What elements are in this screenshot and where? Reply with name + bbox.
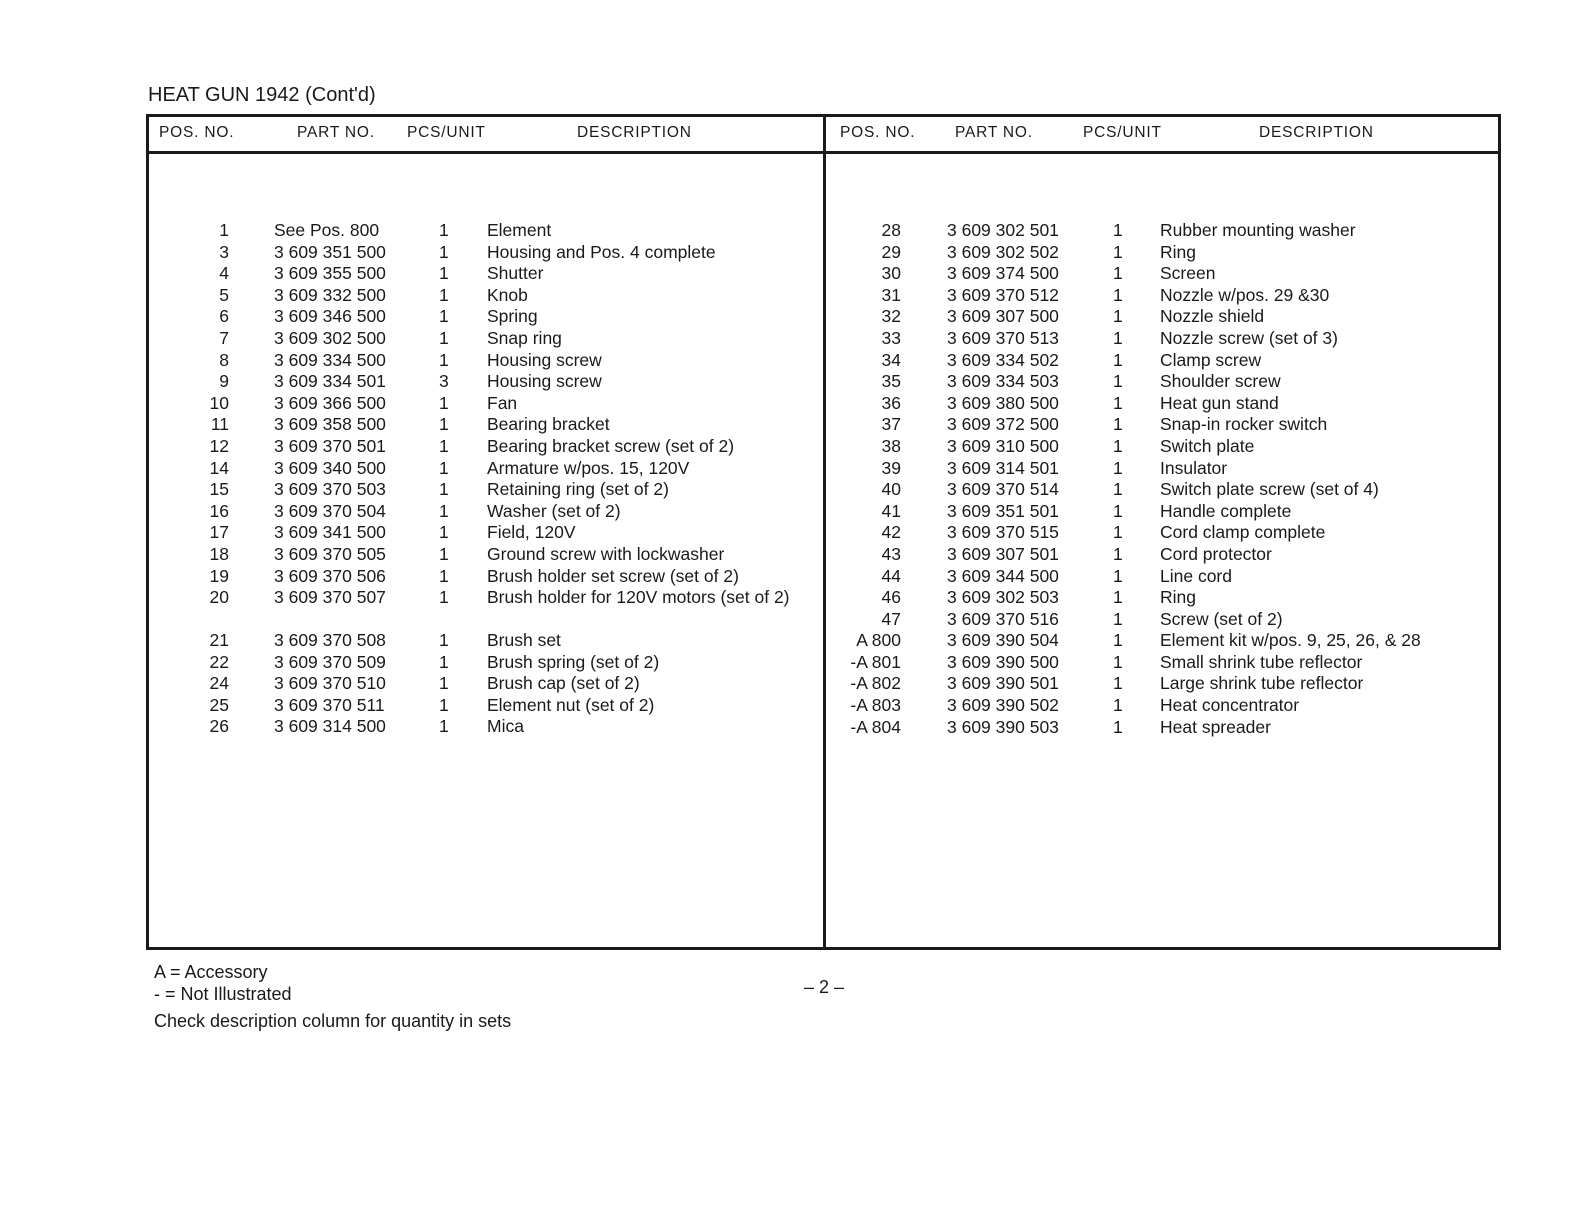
description-cell: Switch plate screw (set of 4): [1160, 479, 1379, 500]
table-row: [149, 544, 1504, 566]
table-row: [149, 393, 1504, 415]
table-row: [149, 479, 1504, 501]
pos-cell: 3: [219, 241, 229, 262]
description-cell: Field, 120V: [487, 522, 576, 543]
table-row: [149, 328, 1504, 350]
description-cell: Knob: [487, 284, 528, 305]
pcs-unit-cell: 1: [1113, 371, 1123, 392]
pos-cell: 12: [209, 435, 229, 456]
description-cell: Mica: [487, 716, 524, 737]
pos-cell: 11: [210, 414, 229, 435]
pcs-unit-cell: 1: [1113, 327, 1123, 348]
pos-cell: 46: [881, 587, 901, 608]
pos-cell: 7: [219, 327, 229, 348]
part-number-cell: 3 609 351 500: [274, 241, 386, 262]
pcs-unit-cell: 1: [1113, 651, 1123, 672]
pcs-unit-cell: 1: [439, 694, 449, 715]
pcs-unit-cell: 1: [439, 327, 449, 348]
header-part-no-right: PART NO.: [955, 124, 1033, 141]
pos-cell: 31: [881, 284, 901, 305]
pcs-unit-cell: 1: [1113, 479, 1123, 500]
pcs-unit-cell: 1: [439, 435, 449, 456]
part-number-cell: 3 609 314 500: [274, 716, 386, 737]
part-number-cell: 3 609 366 500: [274, 392, 386, 413]
description-cell: Ring: [1160, 587, 1196, 608]
pcs-unit-cell: 1: [439, 392, 449, 413]
pos-cell: 41: [881, 500, 901, 521]
legend-note: Check description column for quantity in sets: [154, 1011, 512, 1031]
pos-cell: 33: [881, 327, 901, 348]
part-number-cell: 3 609 334 502: [947, 349, 1059, 370]
header-pos-no-right: POS. NO.: [840, 124, 916, 141]
pos-cell: 14: [209, 457, 229, 478]
part-number-cell: 3 609 370 508: [274, 630, 386, 651]
pos-cell: 29: [881, 241, 901, 262]
part-number-cell: 3 609 370 511: [274, 694, 385, 715]
part-number-cell: 3 609 334 503: [947, 371, 1059, 392]
table-row: [149, 717, 1504, 739]
description-cell: Brush set: [487, 630, 561, 651]
pos-cell: -A 802: [850, 673, 901, 694]
description-cell: Element nut (set of 2): [487, 694, 655, 715]
header-description-left: DESCRIPTION: [577, 124, 692, 141]
pos-cell: -A 803: [850, 695, 901, 716]
pos-cell: 39: [881, 457, 901, 478]
pos-cell: 26: [209, 716, 229, 737]
pcs-unit-cell: 1: [1113, 543, 1123, 564]
table-row: [149, 501, 1504, 523]
pcs-unit-cell: 1: [1113, 630, 1123, 651]
pcs-unit-cell: 1: [439, 284, 449, 305]
part-number-cell: 3 609 307 501: [947, 543, 1059, 564]
header-pcs-unit-right: PCS/UNIT: [1083, 124, 1162, 141]
pos-cell: 43: [881, 543, 901, 564]
table-row: [149, 630, 1504, 652]
part-number-cell: 3 609 302 500: [274, 327, 386, 348]
description-cell: Armature w/pos. 15, 120V: [487, 457, 690, 478]
description-cell: Handle complete: [1160, 500, 1292, 521]
description-cell: Rubber mounting washer: [1160, 220, 1356, 240]
pcs-unit-cell: 1: [439, 522, 449, 543]
table-row: [149, 263, 1504, 285]
pos-cell: 8: [219, 349, 229, 370]
pos-cell: 20: [209, 587, 229, 608]
pos-cell: 24: [209, 673, 229, 694]
pos-cell: 25: [209, 694, 229, 715]
pcs-unit-cell: 1: [1113, 349, 1123, 370]
part-number-cell: 3 609 370 501: [274, 435, 386, 456]
pcs-unit-cell: 1: [439, 263, 449, 284]
pos-cell: 18: [209, 543, 229, 564]
pos-cell: 37: [881, 414, 901, 435]
page-number: – 2 –: [804, 977, 845, 997]
pcs-unit-cell: 1: [1113, 716, 1123, 737]
part-number-cell: 3 609 302 502: [947, 241, 1059, 262]
pcs-unit-cell: 1: [1113, 457, 1123, 478]
pcs-unit-cell: 1: [439, 630, 449, 651]
pcs-unit-cell: 1: [439, 673, 449, 694]
part-number-cell: 3 609 314 501: [947, 457, 1059, 478]
part-number-cell: 3 609 370 507: [274, 587, 386, 608]
part-number-cell: 3 609 310 500: [947, 435, 1059, 456]
pcs-unit-cell: 1: [439, 241, 449, 262]
description-cell: Brush cap (set of 2): [487, 673, 640, 694]
header-part-no-left: PART NO.: [297, 124, 375, 141]
part-number-cell: 3 609 390 501: [947, 673, 1059, 694]
pcs-unit-cell: 1: [439, 500, 449, 521]
description-cell: Brush spring (set of 2): [487, 651, 660, 672]
description-cell: Screen: [1160, 263, 1216, 284]
part-number-cell: 3 609 370 506: [274, 565, 386, 586]
pcs-unit-cell: 1: [439, 587, 449, 608]
part-number-cell: 3 609 358 500: [274, 414, 386, 435]
part-number-cell: 3 609 370 505: [274, 543, 386, 564]
part-number-cell: 3 609 307 500: [947, 306, 1059, 327]
part-number-cell: 3 609 390 502: [947, 695, 1059, 716]
description-cell: Shutter: [487, 263, 544, 284]
pcs-unit-cell: 1: [1113, 500, 1123, 521]
pcs-unit-cell: 1: [1113, 565, 1123, 586]
description-cell: Nozzle shield: [1160, 306, 1265, 327]
pos-cell: 22: [209, 651, 229, 672]
pos-cell: 10: [209, 392, 229, 413]
part-number-cell: 3 609 351 501: [947, 500, 1059, 521]
description-cell: Bearing bracket screw (set of 2): [487, 435, 735, 456]
part-number-cell: 3 609 346 500: [274, 306, 386, 327]
legend-not-illustrated: - = Not Illustrated: [154, 984, 292, 1004]
pos-cell: 28: [881, 220, 901, 240]
pos-cell: 9: [219, 371, 229, 392]
pos-cell: 21: [209, 630, 229, 651]
pos-cell: 19: [209, 565, 229, 586]
table-row: [149, 695, 1504, 717]
table-row: [149, 220, 1504, 242]
legend-accessory: A = Accessory: [154, 962, 268, 982]
description-cell: Retaining ring (set of 2): [487, 479, 669, 500]
pos-cell: 35: [881, 371, 901, 392]
pos-cell: 4: [219, 263, 229, 284]
part-number-cell: 3 609 370 503: [274, 479, 386, 500]
pos-cell: 15: [209, 479, 229, 500]
part-number-cell: 3 609 370 516: [947, 608, 1059, 629]
pos-cell: 44: [881, 565, 901, 586]
table-row: [149, 350, 1504, 372]
table-row: [149, 414, 1504, 436]
table-row: [149, 609, 1504, 631]
pos-cell: A 800: [856, 630, 901, 651]
pos-cell: 32: [881, 306, 901, 327]
part-number-cell: 3 609 372 500: [947, 414, 1059, 435]
description-cell: Snap-in rocker switch: [1160, 414, 1328, 435]
part-number-cell: 3 609 344 500: [947, 565, 1059, 586]
description-cell: Cord clamp complete: [1160, 522, 1326, 543]
part-number-cell: 3 609 370 514: [947, 479, 1059, 500]
part-number-cell: 3 609 332 500: [274, 284, 386, 305]
header-description-right: DESCRIPTION: [1259, 124, 1374, 141]
pcs-unit-cell: 1: [439, 565, 449, 586]
description-cell: Heat concentrator: [1160, 695, 1300, 716]
right-parts-list: [149, 220, 1504, 738]
pos-cell: 17: [209, 522, 229, 543]
description-cell: Small shrink tube reflector: [1160, 651, 1363, 672]
description-cell: Nozzle w/pos. 29 &30: [1160, 284, 1330, 305]
pcs-unit-cell: 1: [439, 716, 449, 737]
header-pcs-unit-left: PCS/UNIT: [407, 124, 486, 141]
description-cell: Cord protector: [1160, 543, 1272, 564]
part-number-cell: 3 609 334 500: [274, 349, 386, 370]
pcs-unit-cell: 1: [1113, 673, 1123, 694]
part-number-cell: 3 609 370 509: [274, 651, 386, 672]
description-cell: Brush holder for 120V motors (set of 2): [487, 587, 790, 608]
part-number-cell: 3 609 390 500: [947, 651, 1059, 672]
description-cell: Switch plate: [1160, 435, 1255, 456]
pos-cell: 36: [881, 392, 901, 413]
table-row: [149, 566, 1504, 588]
part-number-cell: 3 609 341 500: [274, 522, 386, 543]
part-number-cell: 3 609 380 500: [947, 392, 1059, 413]
pos-cell: 40: [881, 479, 901, 500]
pcs-unit-cell: 1: [439, 543, 449, 564]
pcs-unit-cell: 1: [1113, 414, 1123, 435]
part-number-cell: 3 609 370 512: [947, 284, 1059, 305]
pcs-unit-cell: 1: [1113, 435, 1123, 456]
part-number-cell: 3 609 334 501: [274, 371, 386, 392]
description-cell: Nozzle screw (set of 3): [1160, 327, 1338, 348]
header-pos-no-left: POS. NO.: [159, 124, 235, 141]
table-row: [149, 436, 1504, 458]
pcs-unit-cell: 1: [1113, 241, 1123, 262]
pcs-unit-cell: 1: [1113, 284, 1123, 305]
part-number-cell: 3 609 340 500: [274, 457, 386, 478]
part-number-cell: 3 609 302 503: [947, 587, 1059, 608]
part-number-cell: 3 609 390 504: [947, 630, 1059, 651]
pos-cell: -A 804: [850, 716, 901, 737]
description-cell: Element: [487, 220, 552, 240]
page-title: HEAT GUN 1942 (Cont'd): [148, 84, 376, 106]
part-number-cell: 3 609 370 513: [947, 327, 1059, 348]
pcs-unit-cell: 1: [1113, 695, 1123, 716]
description-cell: Brush holder set screw (set of 2): [487, 565, 739, 586]
table-row: [149, 242, 1504, 264]
table-row: [149, 587, 1504, 609]
description-cell: Snap ring: [487, 327, 562, 348]
pos-cell: 34: [881, 349, 901, 370]
pcs-unit-cell: 1: [1113, 587, 1123, 608]
pcs-unit-cell: 1: [1113, 306, 1123, 327]
description-cell: Ring: [1160, 241, 1196, 262]
pcs-unit-cell: 1: [1113, 263, 1123, 284]
description-cell: Spring: [487, 306, 538, 327]
description-cell: Housing screw: [487, 371, 602, 392]
pcs-unit-cell: 1: [1113, 392, 1123, 413]
part-number-cell: 3 609 302 501: [947, 220, 1059, 240]
description-cell: Ground screw with lockwasher: [487, 543, 725, 564]
pos-cell: 16: [209, 500, 229, 521]
part-number-cell: 3 609 370 515: [947, 522, 1059, 543]
part-number-cell: 3 609 355 500: [274, 263, 386, 284]
description-cell: Washer (set of 2): [487, 500, 621, 521]
table-row: [149, 673, 1504, 695]
table-row: [149, 522, 1504, 544]
table-row: [149, 652, 1504, 674]
description-cell: Housing screw: [487, 349, 602, 370]
table-row: [149, 371, 1504, 393]
pcs-unit-cell: 1: [439, 457, 449, 478]
pos-cell: 6: [219, 306, 229, 327]
pcs-unit-cell: 1: [439, 414, 449, 435]
description-cell: Heat spreader: [1160, 716, 1271, 737]
pcs-unit-cell: 1: [439, 306, 449, 327]
description-cell: Bearing bracket: [487, 414, 610, 435]
description-cell: Heat gun stand: [1160, 392, 1279, 413]
description-cell: Housing and Pos. 4 complete: [487, 241, 716, 262]
description-cell: Insulator: [1160, 457, 1228, 478]
pcs-unit-cell: 1: [439, 349, 449, 370]
part-number-cell: 3 609 370 504: [274, 500, 386, 521]
description-cell: Element kit w/pos. 9, 25, 26, & 28: [1160, 630, 1421, 651]
pcs-unit-cell: 1: [1113, 608, 1123, 629]
description-cell: Shoulder screw: [1160, 371, 1281, 392]
parts-table: [146, 114, 1501, 950]
part-number-cell: 3 609 390 503: [947, 716, 1059, 737]
pos-cell: 30: [881, 263, 901, 284]
pos-cell: 42: [881, 522, 901, 543]
pos-cell: -A 801: [850, 651, 901, 672]
description-cell: Large shrink tube reflector: [1160, 673, 1364, 694]
pcs-unit-cell: 1: [1113, 220, 1123, 240]
pos-cell: 47: [881, 608, 901, 629]
description-cell: Line cord: [1160, 565, 1232, 586]
description-cell: Fan: [487, 392, 518, 413]
pcs-unit-cell: 1: [1113, 522, 1123, 543]
pcs-unit-cell: 1: [439, 651, 449, 672]
pos-cell: 1: [219, 220, 229, 240]
pcs-unit-cell: 3: [439, 371, 449, 392]
pos-cell: 5: [219, 284, 229, 305]
part-number-cell: 3 609 374 500: [947, 263, 1059, 284]
pcs-unit-cell: 1: [439, 479, 449, 500]
part-number-cell: See Pos. 800: [274, 220, 380, 240]
pcs-unit-cell: 1: [439, 220, 449, 240]
table-row: [149, 285, 1504, 307]
part-number-cell: 3 609 370 510: [274, 673, 386, 694]
table-row: [149, 458, 1504, 480]
description-cell: Screw (set of 2): [1160, 608, 1283, 629]
description-cell: Clamp screw: [1160, 349, 1262, 370]
table-row: [149, 306, 1504, 328]
pos-cell: 38: [881, 435, 901, 456]
